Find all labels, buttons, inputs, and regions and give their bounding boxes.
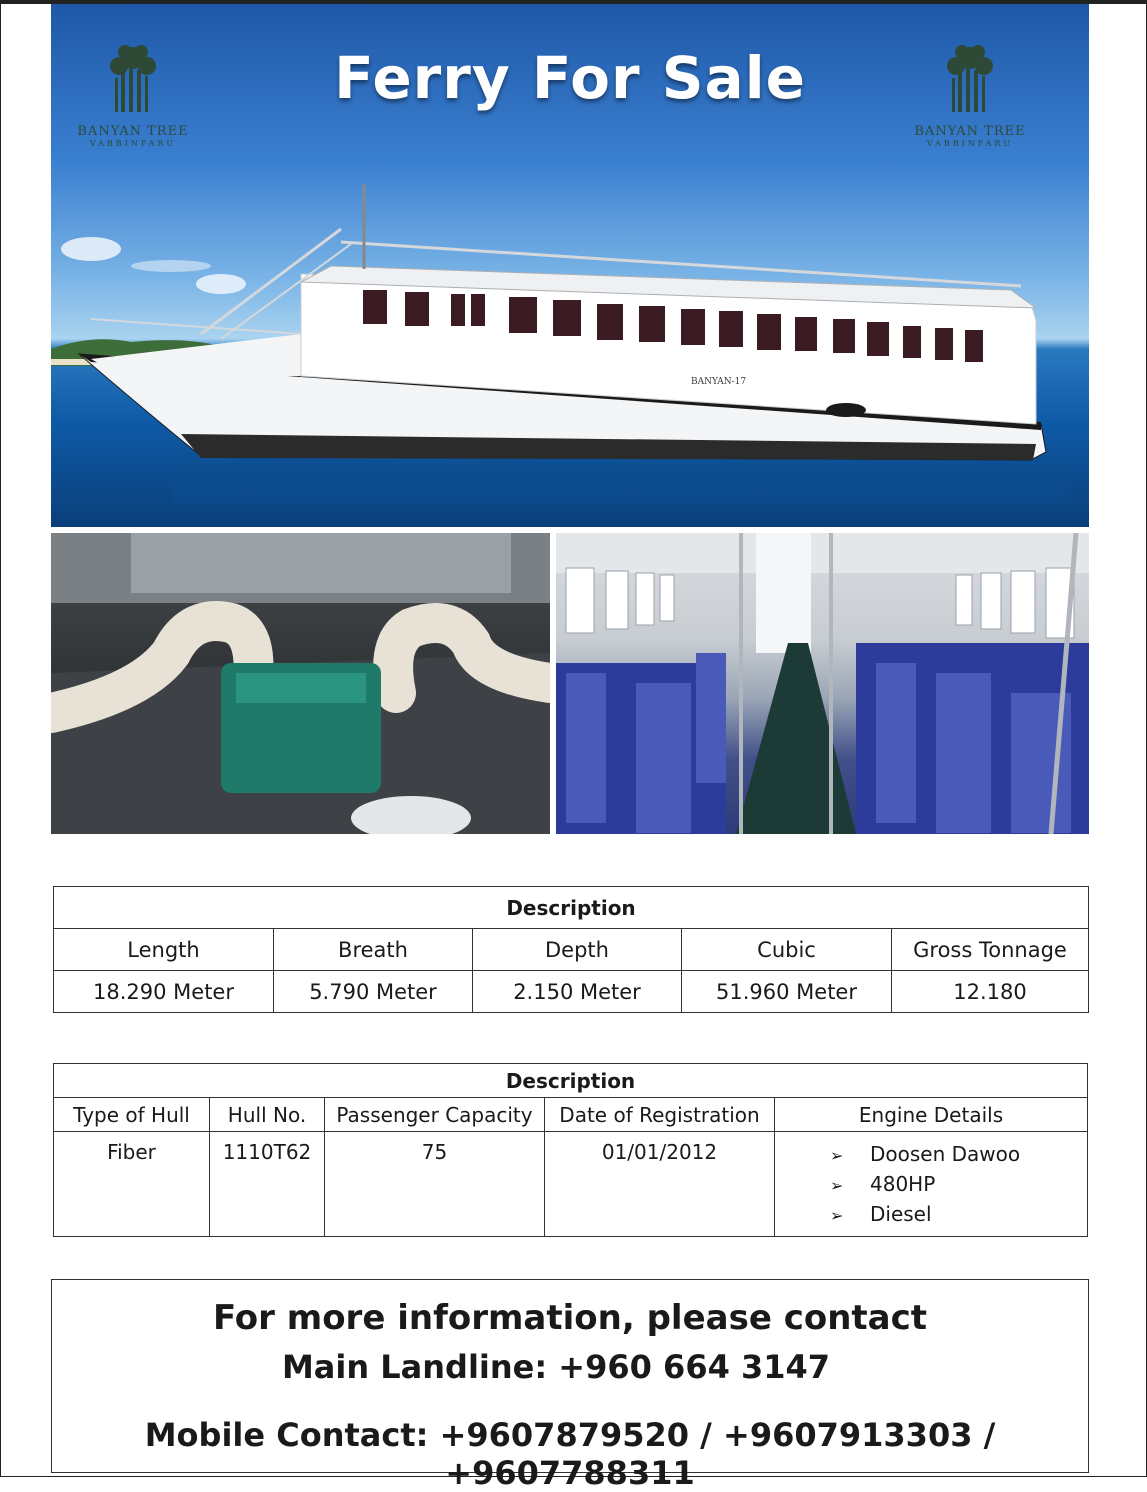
col-depth: Depth [473,929,682,971]
value-hull-no: 1110T62 [210,1132,325,1237]
cabin-illustration [556,533,1089,834]
logo-subtitle: VABBINFARU [926,139,1014,148]
col-length: Length [54,929,274,971]
logo-name: BANYAN TREE [77,124,189,139]
engine-details-list [775,1140,1087,1230]
boat-name-label: BANYAN-17 [691,377,747,387]
value-date-of-registration: 01/01/2012 [545,1132,775,1237]
page-title: Ferry For Sale [334,44,806,112]
col-passenger-capacity: Passenger Capacity [325,1098,545,1132]
value-type-of-hull: Fiber [54,1132,210,1237]
logo-right [905,40,1035,148]
logo-name: BANYAN TREE [914,124,1026,139]
mobile-contact: Mobile Contact: +9607879520 / +9607913303 / +9607788311 [144,1416,996,1492]
col-type-of-hull: Type of Hull [54,1098,210,1132]
value-cubic: 51.960 Meter [682,971,892,1013]
value-depth: 2.150 Meter [473,971,682,1013]
contact-heading: For more information, please contact [212,1298,928,1338]
engine-room-photo [51,533,550,834]
logo-subtitle: VABBINFARU [89,139,177,148]
value-engine-details [775,1132,1088,1237]
tree-logo-icon [940,40,1000,114]
engine-item-make: ➢ Doosen Dawoo [830,1140,1087,1170]
contact-box [51,1279,1089,1492]
col-cubic: Cubic [682,929,892,971]
dimensions-table-header: Description [54,887,1089,929]
col-date-of-registration: Date of Registration [545,1098,775,1132]
logo-left [68,40,198,148]
tree-logo-icon [103,40,163,114]
details-table-header: Description [54,1064,1088,1098]
engine-illustration [51,533,550,834]
value-breath: 5.790 Meter [274,971,473,1013]
dimensions-header-row [54,929,1089,971]
col-engine-details: Engine Details [775,1098,1088,1132]
engine-item-fuel: ➢ Diesel [830,1200,1087,1230]
col-hull-no: Hull No. [210,1098,325,1132]
dimensions-table [53,886,1089,1013]
details-table [53,1063,1088,1237]
passenger-cabin-photo [556,533,1089,834]
value-passenger-capacity: 75 [325,1132,545,1237]
engine-item-power: ➢ 480HP [830,1170,1087,1200]
details-value-row [54,1132,1088,1237]
col-breath: Breath [274,929,473,971]
col-gross-tonnage: Gross Tonnage [892,929,1089,971]
value-gross-tonnage: 12.180 [892,971,1089,1013]
main-landline: Main Landline: +960 664 3147 [281,1348,831,1386]
ferry-photo [51,4,1089,527]
dimensions-value-row [54,971,1089,1013]
value-length: 18.290 Meter [54,971,274,1013]
details-header-row [54,1098,1088,1132]
